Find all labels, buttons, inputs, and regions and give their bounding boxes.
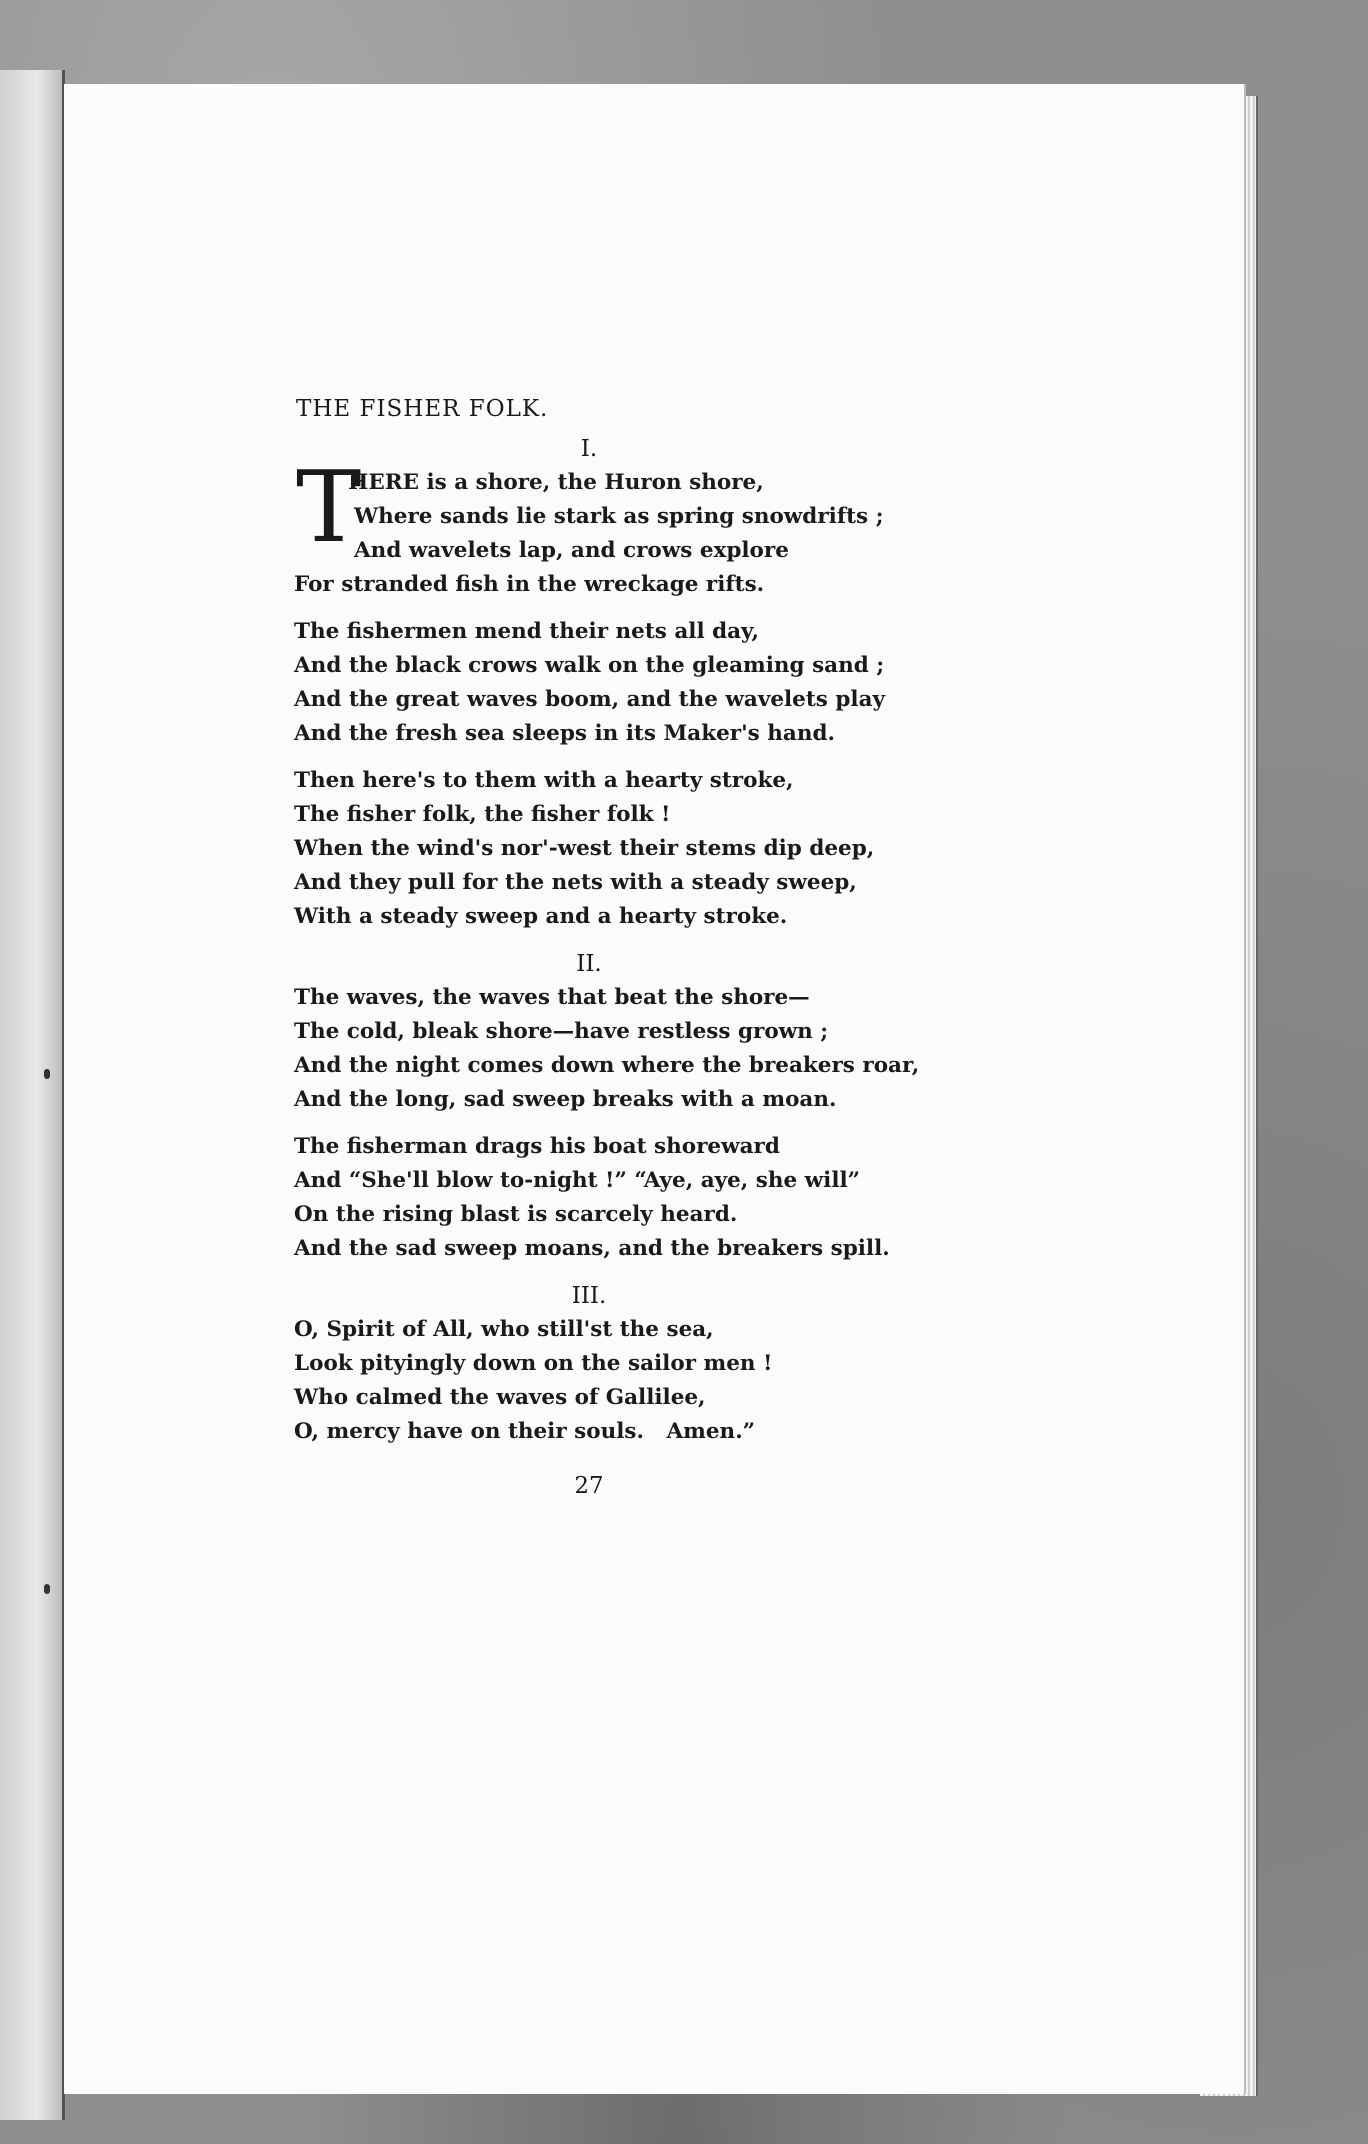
poem-line: Look pityingly down on the sailor men !	[294, 1351, 773, 1376]
poem-line: O, Spirit of All, who still'st the sea,	[294, 1317, 714, 1342]
scan-speck	[44, 1069, 50, 1079]
poem-line: HERE is a shore, the Huron shore,	[348, 470, 764, 495]
stanza	[294, 764, 884, 934]
poem-line: The fisher folk, the fisher folk !	[294, 802, 671, 827]
stanza	[294, 981, 920, 1117]
poem-line: The fishermen mend their nets all day,	[294, 619, 759, 644]
poem-line: And the sad sweep moans, and the breakers spill.	[294, 1236, 890, 1261]
poem-line: O, mercy have on their souls. Amen.”	[294, 1419, 756, 1444]
stanza	[294, 615, 884, 751]
scan-speck	[44, 1584, 50, 1594]
poem-line: And the night comes down where the breakers roar,	[294, 1053, 920, 1078]
poem-line: On the rising blast is scarcely heard.	[294, 1202, 738, 1227]
poem-line: Who calmed the waves of Gallilee,	[294, 1385, 706, 1410]
poem-line: Where sands lie stark as spring snowdrifts ;	[354, 504, 884, 529]
section-numeral: II.	[576, 951, 602, 977]
drop-cap: T	[296, 451, 362, 565]
poem-line: And “She'll blow to-night !” “Aye, aye, she will”	[294, 1168, 861, 1193]
poem-line: And the long, sad sweep breaks with a moan.	[294, 1087, 837, 1112]
poem-line: Then here's to them with a hearty stroke,	[294, 768, 794, 793]
stanza	[294, 451, 884, 602]
poem-title: THE FISHER FOLK.	[296, 396, 549, 422]
poem-line: The fisherman drags his boat shoreward	[294, 1134, 780, 1159]
section-numeral: I.	[580, 436, 598, 462]
poem-line: The waves, the waves that beat the shore—	[294, 985, 810, 1010]
poem-line: And the fresh sea sleeps in its Maker's hand.	[294, 721, 835, 746]
section-numeral: III.	[571, 1283, 607, 1309]
poem	[294, 392, 920, 1503]
poem-line: And the great waves boom, and the wavelets play	[294, 687, 885, 712]
stanza	[294, 1313, 884, 1449]
poem-line: And the black crows walk on the gleaming sand ;	[294, 653, 885, 678]
facing-page-edge	[0, 70, 65, 2120]
poem-line: With a steady sweep and a hearty stroke.	[294, 904, 788, 929]
poem-line: And wavelets lap, and crows explore	[354, 538, 789, 563]
poem-line: For stranded fish in the wreckage rifts.	[294, 572, 765, 597]
poem-line: The cold, bleak shore—have restless grown ;	[294, 1019, 829, 1044]
poem-line: And they pull for the nets with a steady sweep,	[294, 870, 857, 895]
stanza	[294, 1130, 890, 1266]
poem-line: When the wind's nor'-west their stems dip deep,	[294, 836, 875, 861]
page-number: 27	[574, 1473, 604, 1499]
